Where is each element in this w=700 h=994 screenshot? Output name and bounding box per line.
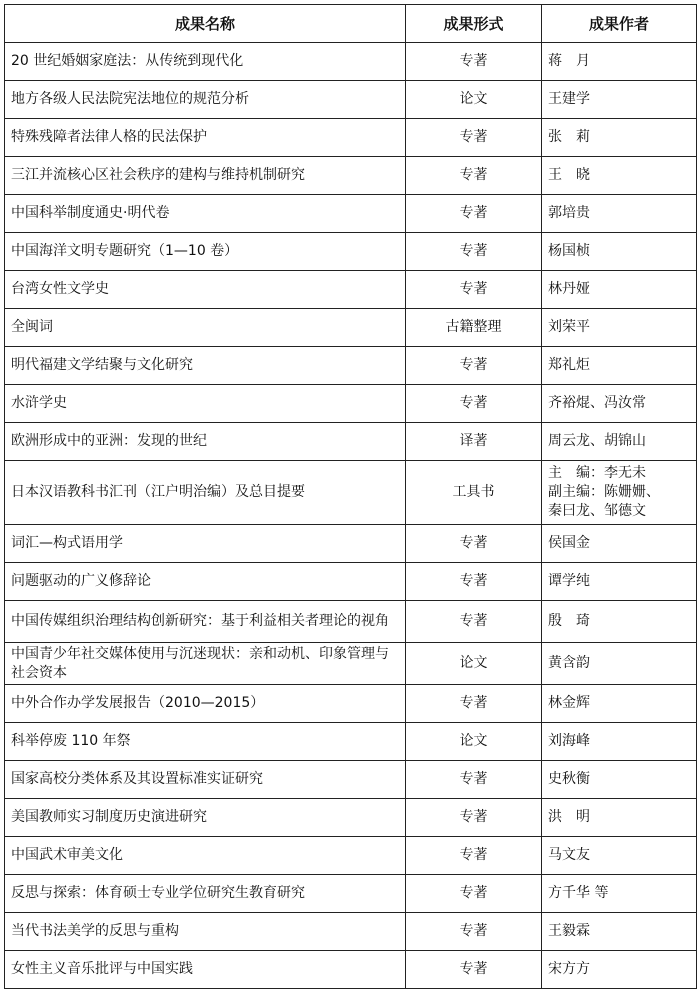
cell-name: 中外合作办学发展报告（2010—2015） <box>5 685 406 723</box>
cell-form: 专著 <box>406 563 542 601</box>
cell-name: 女性主义音乐批评与中国实践 <box>5 951 406 989</box>
cell-name: 中国海洋文明专题研究（1—10 卷） <box>5 233 406 271</box>
cell-name: 中国科举制度通史·明代卷 <box>5 195 406 233</box>
table-row <box>5 81 697 119</box>
cell-name: 地方各级人民法院宪法地位的规范分析 <box>5 81 406 119</box>
cell-name: 中国青少年社交媒体使用与沉迷现状：亲和动机、印象管理与社会资本 <box>5 643 406 685</box>
cell-name: 反思与探索：体育硕士专业学位研究生教育研究 <box>5 875 406 913</box>
cell-name: 词汇—构式语用学 <box>5 525 406 563</box>
table-row <box>5 157 697 195</box>
cell-author: 郑礼炬 <box>542 347 697 385</box>
cell-author: 黄含韵 <box>542 643 697 685</box>
cell-author: 王 晓 <box>542 157 697 195</box>
cell-form: 专著 <box>406 43 542 81</box>
cell-author: 刘海峰 <box>542 723 697 761</box>
cell-form: 专著 <box>406 875 542 913</box>
cell-author: 史秋衡 <box>542 761 697 799</box>
cell-form: 论文 <box>406 723 542 761</box>
table-row <box>5 347 697 385</box>
cell-author: 刘荣平 <box>542 309 697 347</box>
cell-form: 专著 <box>406 799 542 837</box>
table-row <box>5 309 697 347</box>
cell-name: 问题驱动的广义修辞论 <box>5 563 406 601</box>
table-header <box>5 5 697 43</box>
cell-form: 专著 <box>406 837 542 875</box>
table-row <box>5 461 697 525</box>
cell-form: 专著 <box>406 385 542 423</box>
cell-form: 专著 <box>406 119 542 157</box>
cell-form: 工具书 <box>406 461 542 525</box>
cell-author: 周云龙、胡锦山 <box>542 423 697 461</box>
cell-author: 郭培贵 <box>542 195 697 233</box>
table-row <box>5 685 697 723</box>
table-row <box>5 119 697 157</box>
cell-author: 方千华 等 <box>542 875 697 913</box>
table-row <box>5 601 697 643</box>
table-row <box>5 799 697 837</box>
cell-name: 国家高校分类体系及其设置标准实证研究 <box>5 761 406 799</box>
cell-form: 专著 <box>406 347 542 385</box>
cell-name: 科举停废 110 年祭 <box>5 723 406 761</box>
cell-author: 王毅霖 <box>542 913 697 951</box>
header-name: 成果名称 <box>5 5 406 43</box>
cell-name: 台湾女性文学史 <box>5 271 406 309</box>
cell-form: 专著 <box>406 913 542 951</box>
cell-author: 杨国桢 <box>542 233 697 271</box>
cell-author: 主 编：李无未 副主编：陈姗姗、 秦曰龙、邹德文 <box>542 461 697 525</box>
cell-form: 专著 <box>406 951 542 989</box>
results-table <box>4 4 697 989</box>
cell-author: 侯国金 <box>542 525 697 563</box>
cell-author: 王建学 <box>542 81 697 119</box>
cell-author: 马文友 <box>542 837 697 875</box>
cell-form: 专著 <box>406 601 542 643</box>
cell-form: 专著 <box>406 157 542 195</box>
results-table-container <box>4 4 697 989</box>
cell-form: 专著 <box>406 685 542 723</box>
cell-form: 专著 <box>406 233 542 271</box>
table-row <box>5 723 697 761</box>
cell-name: 日本汉语教科书汇刊（江户明治编）及总目提要 <box>5 461 406 525</box>
table-row <box>5 913 697 951</box>
table-row <box>5 875 697 913</box>
cell-name: 全闽词 <box>5 309 406 347</box>
cell-author: 殷 琦 <box>542 601 697 643</box>
cell-form: 译著 <box>406 423 542 461</box>
cell-name: 三江并流核心区社会秩序的建构与维持机制研究 <box>5 157 406 195</box>
header-row <box>5 5 697 43</box>
cell-name: 明代福建文学结聚与文化研究 <box>5 347 406 385</box>
cell-name: 欧洲形成中的亚洲：发现的世纪 <box>5 423 406 461</box>
table-row <box>5 837 697 875</box>
cell-name: 特殊残障者法律人格的民法保护 <box>5 119 406 157</box>
cell-name: 中国武术审美文化 <box>5 837 406 875</box>
header-author: 成果作者 <box>542 5 697 43</box>
table-row <box>5 233 697 271</box>
cell-name: 中国传媒组织治理结构创新研究：基于利益相关者理论的视角 <box>5 601 406 643</box>
cell-author: 林丹娅 <box>542 271 697 309</box>
table-row <box>5 195 697 233</box>
table-row <box>5 643 697 685</box>
cell-name: 水浒学史 <box>5 385 406 423</box>
cell-author: 谭学纯 <box>542 563 697 601</box>
cell-form: 论文 <box>406 81 542 119</box>
cell-name: 20 世纪婚姻家庭法：从传统到现代化 <box>5 43 406 81</box>
table-row <box>5 43 697 81</box>
table-row <box>5 423 697 461</box>
table-row <box>5 951 697 989</box>
cell-form: 古籍整理 <box>406 309 542 347</box>
cell-form: 专著 <box>406 525 542 563</box>
table-row <box>5 761 697 799</box>
table-body <box>5 43 697 989</box>
table-row <box>5 385 697 423</box>
cell-form: 专著 <box>406 271 542 309</box>
table-row <box>5 563 697 601</box>
cell-name: 美国教师实习制度历史演进研究 <box>5 799 406 837</box>
header-form: 成果形式 <box>406 5 542 43</box>
cell-author: 洪 明 <box>542 799 697 837</box>
cell-name: 当代书法美学的反思与重构 <box>5 913 406 951</box>
cell-author: 宋方方 <box>542 951 697 989</box>
cell-author: 齐裕焜、冯汝常 <box>542 385 697 423</box>
cell-form: 论文 <box>406 643 542 685</box>
cell-author: 张 莉 <box>542 119 697 157</box>
cell-form: 专著 <box>406 761 542 799</box>
cell-author: 蒋 月 <box>542 43 697 81</box>
table-row <box>5 271 697 309</box>
cell-author: 林金辉 <box>542 685 697 723</box>
table-row <box>5 525 697 563</box>
cell-form: 专著 <box>406 195 542 233</box>
